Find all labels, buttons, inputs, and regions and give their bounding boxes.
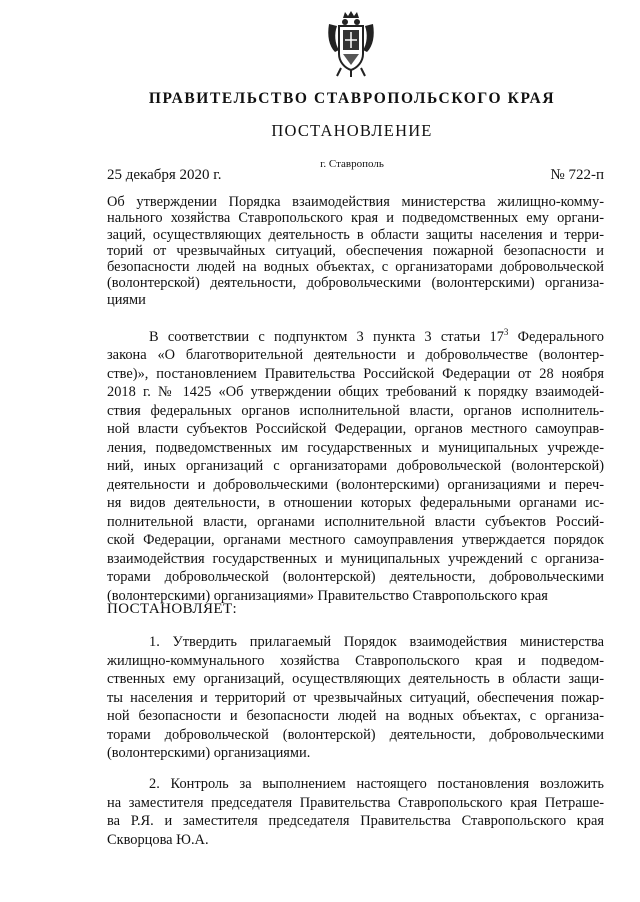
title-line: Об утверждении Порядка взаимодействия министерства жилищно-комму- (107, 194, 604, 210)
document-type: ПОСТАНОВЛЕНИЕ (271, 121, 433, 140)
title-line: заций, осуществляющих деятельность в области защиты населения и терри- (107, 226, 604, 243)
preamble-line: стве)», постановлением Правительства Российской Федерации от 28 ноября (107, 365, 604, 382)
city-label: г. Ставрополь (320, 158, 384, 170)
preamble-line: ления, подведомственных им государственных и муниципальных учрежде- (107, 439, 604, 456)
document-title (107, 194, 604, 308)
item-line: торами добровольческой (волонтерской) деятельности, добровольческими (107, 726, 604, 743)
item-line: на заместителя председателя Правительства Ставропольского края Петраше- (107, 794, 604, 811)
resolve-heading: ПОСТАНОВЛЯЕТ: (107, 601, 238, 617)
title-line: безопасности людей на водных объектах, с организаторами добровольческой (107, 259, 604, 276)
document-date: 25 декабря 2020 г. (107, 167, 222, 183)
item-line: (волонтерскими) организациями. (107, 745, 311, 761)
preamble-line: ской Федерации, органами местного самоуправления утверждается порядок (107, 532, 604, 549)
preamble-text: В соответствии с подпунктом 3 пункта 3 статьи 17 (149, 328, 504, 345)
preamble-line (107, 323, 604, 346)
title-line: нального хозяйства Ставропольского края и подведомственных ему органи- (107, 210, 604, 227)
preamble-line: деятельности и добровольческими (волонтерскими) организациями и переч- (107, 476, 604, 493)
preamble-paragraph (107, 323, 604, 605)
title-line: (волонтерской) деятельности, добровольческими (волонтерскими) организа- (107, 275, 604, 292)
item-line: ва Р.Я. и заместителя председателя Правительства Ставропольского края (107, 813, 604, 829)
item-line: ты населения и территорий от чрезвычайных ситуаций, обеспечения пожар- (107, 689, 604, 706)
preamble-line: 2018 г. № 1425 «Об утверждении общих требований к порядку взаимодей- (107, 384, 604, 401)
item-line: жилищно-коммунального хозяйства Ставропольского края и подведом- (107, 652, 604, 669)
item-line: Скворцова Ю.А. (107, 831, 209, 848)
government-title: ПРАВИТЕЛЬСТВО СТАВРОПОЛЬСКОГО КРАЯ (148, 90, 556, 107)
preamble-line: взаимодействия государственных и муниципальных учреждений с организа- (107, 550, 604, 567)
item-2-paragraph (107, 775, 604, 849)
item-line: ственных ему организаций, осуществляющих деятельность в области защи- (107, 671, 604, 687)
preamble-line: закона «О благотворительной деятельности и добровольчестве (волонтер- (107, 347, 604, 364)
preamble-line: полнительной власти, органами исполнительной власти субъектов Россий- (107, 513, 604, 530)
preamble-text: Федерального (508, 328, 604, 345)
item-1-paragraph (107, 633, 604, 763)
preamble-line: ний, иных организаций с организаторами добровольческой (волонтерской) (107, 458, 604, 475)
preamble-line: торами добровольческой (волонтерской) деятельности, добровольческими (107, 569, 604, 586)
document-number: № 722-п (550, 167, 604, 183)
preamble-line: ной власти субъектов Российской Федерации, органов местного самоуправ- (107, 421, 604, 438)
preamble-line: ня видов деятельности, в отношении которых федеральными органами ис- (107, 495, 604, 512)
superscript: 3 (503, 327, 509, 337)
title-line: торий от чрезвычайных ситуаций, обеспечения пожарной безопасности и (107, 242, 604, 259)
coat-of-arms-emblem (325, 10, 377, 78)
preamble-line: (волонтерскими) организациями» Правительство Ставропольского края (107, 587, 548, 604)
title-line: циями (107, 291, 146, 308)
preamble-line: ствия федеральных органов исполнительной власти, органов исполнитель- (107, 402, 604, 419)
item-line: 2. Контроль за выполнением настоящего постановления возложить (149, 776, 604, 792)
item-line: 1. Утвердить прилагаемый Порядок взаимодействия министерства (149, 634, 604, 650)
item-line: ной безопасности и безопасности людей на водных объектах, с организа- (107, 708, 604, 724)
